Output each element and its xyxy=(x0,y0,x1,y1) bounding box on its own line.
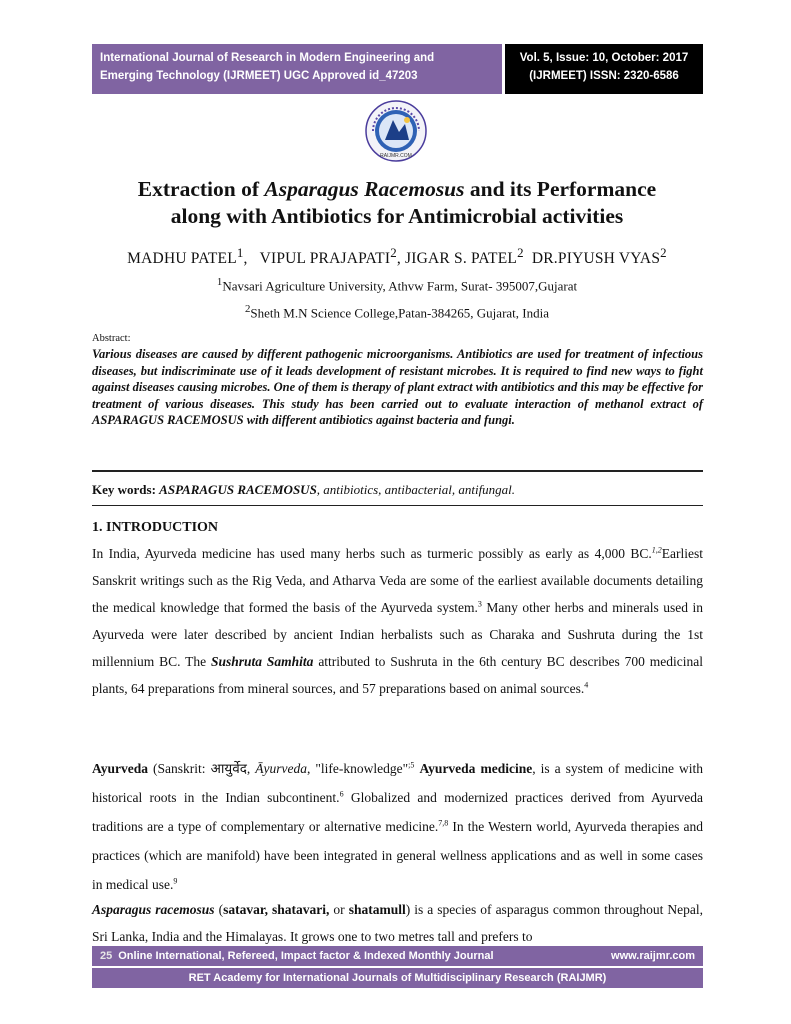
author-sep xyxy=(524,250,532,267)
title-part: Extraction of xyxy=(137,177,265,201)
raijmr-seal-logo-icon xyxy=(365,100,427,162)
abstract-text xyxy=(92,346,703,429)
italic-term: Āyurveda xyxy=(255,761,308,776)
footer-journal-text: Online International, Refereed, Impact factor & Indexed Monthly Journal xyxy=(118,950,494,962)
affil-text: Navsari Agriculture University, Athvw Farm, Surat- 395007,Gujarat xyxy=(222,278,578,294)
author-affil-mark: 2 xyxy=(660,245,667,260)
logo-label: RAIJMR.COM xyxy=(380,153,412,159)
text-run: ) is a species of asparagus common throughout Nepal, Sri Lanka, India and the Himalayas. It grows one to two metres tall and prefers to xyxy=(92,902,703,944)
text-run: , "life-knowledge" xyxy=(307,761,409,776)
author-affil-mark: 2 xyxy=(517,245,524,260)
citation-ref: 1,2 xyxy=(651,545,662,555)
text-run: attributed to Sushruta in the 6th century BC describes 700 medicinal plants, 64 preparations from mineral sources, and 57 preparations based on animal sources. xyxy=(92,654,703,696)
bold-term: Ayurveda xyxy=(92,761,148,776)
text-run: In India, Ayurveda medicine has used many herbs such as turmeric possibly as early as 4,000 BC. xyxy=(92,546,652,561)
citation-ref: 4 xyxy=(584,680,589,690)
author-list xyxy=(92,245,702,268)
issn: (IJRMEET) ISSN: 2320-6586 xyxy=(529,70,679,82)
issue-banner xyxy=(505,44,703,94)
text-run: (Sanskrit: xyxy=(148,761,211,776)
footer-publisher: RET Academy for International Journals of Multidisciplinary Research (RAIJMR) xyxy=(92,968,703,988)
citation-ref: ;5 xyxy=(408,760,415,770)
abstract-part: with different antibiotics against bacteria and fungi. xyxy=(243,413,515,427)
footer-website: www.raijmr.com xyxy=(611,950,695,962)
intro-paragraph-2 xyxy=(92,754,703,899)
footer-banner xyxy=(92,946,703,966)
journal-banner xyxy=(92,44,502,94)
intro-paragraph-1 xyxy=(92,540,703,702)
affiliation-2 xyxy=(92,303,702,321)
affil-number: 1 xyxy=(216,276,223,288)
abstract-bold-term xyxy=(92,413,244,427)
devanagari-term: आयुर्वेद xyxy=(210,761,247,776)
author-name: JIGAR S. PATEL xyxy=(405,250,518,268)
author-sep: , xyxy=(243,250,260,268)
author-affil-mark: 1 xyxy=(236,245,244,260)
author-name: DR.PIYUSH VYAS xyxy=(531,250,661,268)
intro-paragraph-3 xyxy=(92,896,703,950)
section-heading: 1. INTRODUCTION xyxy=(92,520,219,535)
journal-name-line2: Emerging Technology (IJRMEET) UGC Approved id_47203 xyxy=(100,70,418,82)
author-affil-mark: 2 xyxy=(390,245,397,260)
keywords-rest: , antibiotics, antibacterial, antifungal. xyxy=(316,482,516,497)
abstract-part: Various diseases are caused by different pathogenic microorganisms. Antibiotics are used for treatment of infectious diseases, but indiscriminate use of it leads development of resistant microbes. It is required to find new ways to fight against diseases causing microbes. One of them is therapy of plant extract with antibiotics and this may be effective for treatment of various diseases. This study has been carried out to evaluate interaction of methanol extract of xyxy=(92,347,703,411)
title-line2: along with Antibiotics for Antimicrobial activities xyxy=(170,204,624,228)
citation-ref: 7,8 xyxy=(438,818,449,828)
page-number: 25 xyxy=(100,950,113,962)
bold-term: shatamull xyxy=(348,902,406,917)
abstract-species: ASPARAGUS RACEMOSUS xyxy=(92,413,244,427)
paper-title xyxy=(92,176,702,230)
keywords xyxy=(92,482,515,498)
abstract-label: Abstract: xyxy=(92,333,131,344)
text-run: , xyxy=(246,761,256,776)
text-run: Globalized and modernized practices derived from Ayurveda traditions are a type of complementary or alternative medicine. xyxy=(92,790,703,834)
keywords-label: Key words: xyxy=(92,482,156,497)
text-run: or xyxy=(329,902,349,917)
text-run: , is a system of medicine with historical roots in the Indian subcontinent. xyxy=(92,761,703,805)
citation-ref: 3 xyxy=(477,599,482,609)
affil-number: 2 xyxy=(245,303,251,315)
affiliation-1 xyxy=(92,276,702,294)
affil-text: Sheth M.N Science College,Patan-384265, Gujarat, India xyxy=(250,305,549,321)
title-species: Asparagus Racemosus xyxy=(264,177,465,201)
bold-term: satavar, shatavari, xyxy=(223,902,330,917)
text-run: Many other herbs and minerals used in Ayurveda were later described by ancient Indian herbalists such as Charaka and Sushruta during the 1st millennium BC. The xyxy=(92,600,703,669)
citation-ref: 9 xyxy=(173,876,178,886)
divider-top xyxy=(92,470,703,472)
species-name: Asparagus racemosus xyxy=(92,902,215,917)
title-part: and its Performance xyxy=(464,177,657,201)
author-sep: , xyxy=(396,250,406,268)
keyword-species: ASPARAGUS RACEMOSUS xyxy=(159,482,317,497)
text-run: Earliest Sanskrit writings such as the Rig Veda, and Atharva Veda are some of the earliest available documents detailing the medical knowledge that formed the basis of the Ayurveda system. xyxy=(92,546,703,615)
journal-name-line1: International Journal of Research in Modern Engineering and xyxy=(100,52,435,64)
text-run: In the Western world, Ayurveda therapies and practices (which are manifold) have been integrated in general wellness applications and as well in some cases in medical use. xyxy=(92,819,703,892)
volume-issue: Vol. 5, Issue: 10, October: 2017 xyxy=(519,52,689,64)
bold-term: Ayurveda medicine xyxy=(419,761,533,776)
author-name: VIPUL PRAJAPATI xyxy=(259,250,391,268)
text-run: ( xyxy=(214,902,224,917)
author-name: MADHU PATEL xyxy=(127,250,237,268)
italic-term: Sushruta Samhita xyxy=(211,654,314,669)
citation-ref: 6 xyxy=(339,789,344,799)
divider-bottom xyxy=(92,505,703,506)
